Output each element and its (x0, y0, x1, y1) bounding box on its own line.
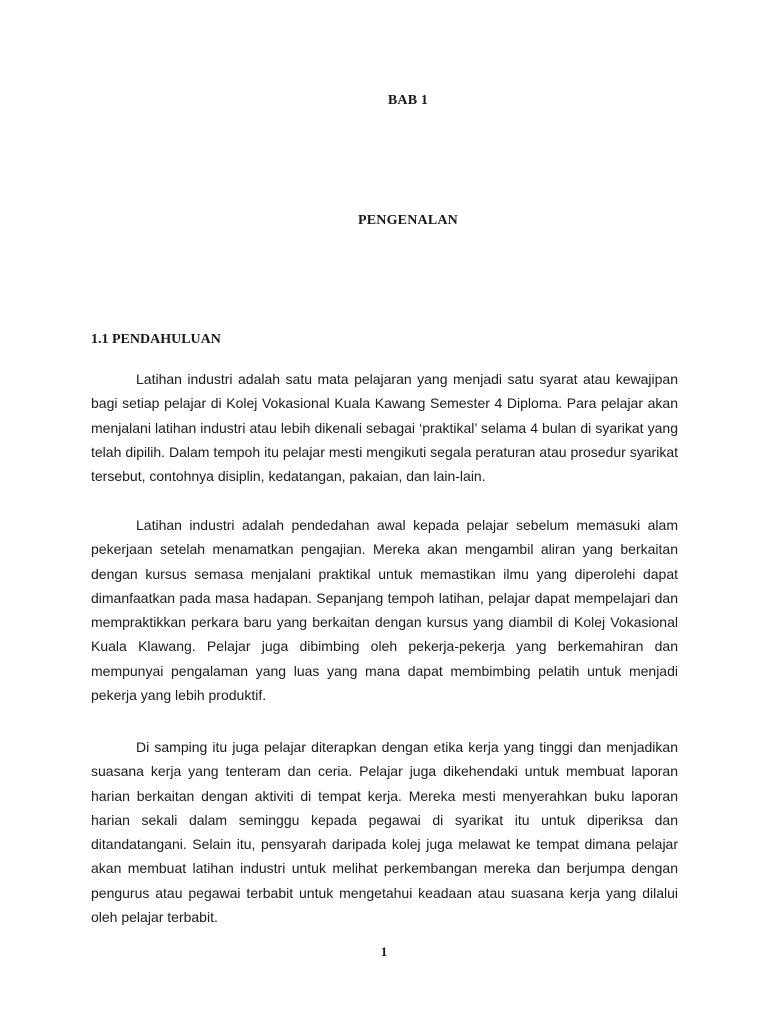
page-number: 1 (380, 944, 388, 959)
chapter-label: BAB 1 (387, 93, 429, 108)
paragraph-2: Latihan industri adalah pendedahan awal kepada pelajar sebelum memasuki alam pekerjaan setelah menamatkan pengajian. Mereka akan mengambil aliran yang berkaitan dengan kursus semasa menjalani praktikal untuk memastikan ilmu yang diperolehi dapat dimanfaatkan pada masa hadapan. Sepanjang tempoh latihan, pelajar dapat mempelajari dan mempraktikkan perkara baru yang berkaitan dengan kursus yang diambil di Kolej Vokasional Kuala Klawang. Pelajar juga dibimbing oleh pekerja-pekerja yang berkemahiran dan mempunyai pengalaman yang luas yang mana dapat membimbing pelatih untuk menjadi pekerja yang lebih produktif. (91, 517, 678, 704)
section-heading: 1.1 PENDAHULUAN (91, 332, 221, 347)
chapter-title: PENGENALAN (357, 213, 458, 228)
paragraph-1: Latihan industri adalah satu mata pelajaran yang menjadi satu syarat atau kewajipan bagi setiap pelajar di Kolej Vokasional Kuala Kawang Semester 4 Diploma. Para pelajar akan menjalani latihan industri atau lebih dikenali sebagai ‘praktikal’ selama 4 bulan di syarikat yang telah dipilih. Dalam tempoh itu pelajar mesti mengikuti segala peraturan atau prosedur syarikat tersebut, contohnya disiplin, kedatangan, pakaian, dan lain-lain. (91, 371, 678, 485)
paragraph-3: Di samping itu juga pelajar diterapkan dengan etika kerja yang tinggi dan menjadikan suasana kerja yang tenteram dan ceria. Pelajar juga dikehendaki untuk membuat laporan harian berkaitan dengan aktiviti di tempat kerja. Mereka mesti menyerahkan buku laporan harian sekali dalam seminggu kepada pegawai di syarikat itu untuk diperiksa dan ditandatangani. Selain itu, pensyarah daripada kolej juga melawat ke tempat dimana pelajar akan membuat latihan industri untuk melihat perkembangan mereka dan berjumpa dengan pengurus atau pegawai terbabit untuk mengetahui keadaan atau suasana kerja yang dilalui oleh pelajar terbabit. (91, 739, 678, 926)
